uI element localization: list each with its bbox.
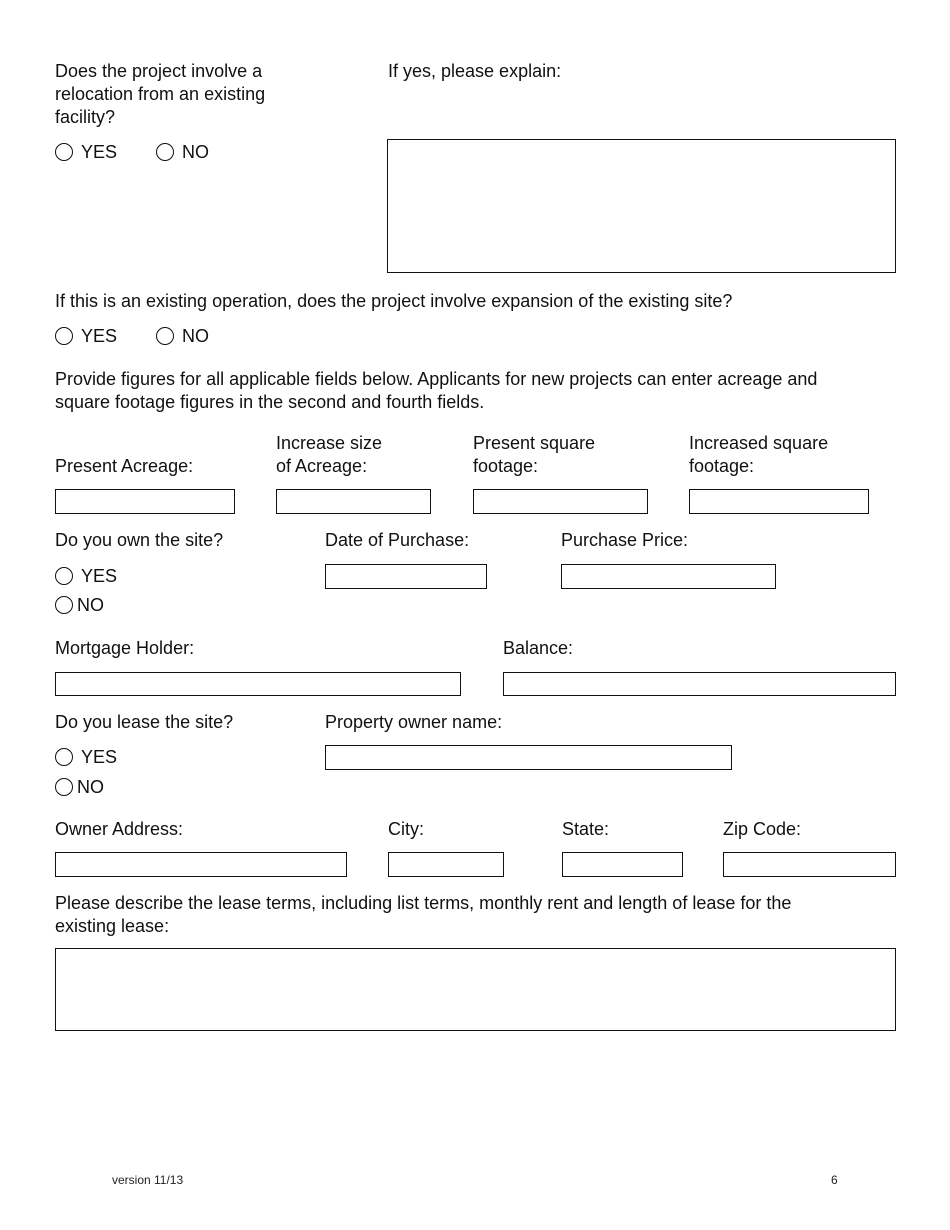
lease-yes-radio[interactable] (55, 748, 73, 766)
balance-input[interactable] (503, 672, 896, 696)
lease-no-option[interactable] (55, 775, 104, 799)
increase-acreage-input[interactable] (276, 489, 431, 514)
zip-code-label: Zip Code: (723, 819, 802, 839)
expansion-yes-option[interactable] (55, 324, 117, 348)
owner-address-label: Owner Address: (55, 819, 184, 839)
purchase-price-input[interactable] (561, 564, 776, 589)
state-label: State: (562, 819, 610, 839)
lease-terms-question: Please describe the lease terms, including list terms, monthly rent and length of lease for the existing lease: (55, 893, 792, 936)
own-yes-option[interactable] (55, 564, 117, 588)
expansion-yes-label: YES (81, 326, 118, 346)
mortgage-holder-input[interactable] (55, 672, 461, 696)
state-input[interactable] (562, 852, 683, 877)
increase-acreage-label: Increase size of Acreage: (276, 433, 383, 476)
relocation-explain-label: If yes, please explain: (388, 61, 562, 81)
property-owner-input[interactable] (325, 745, 732, 770)
own-no-option[interactable] (55, 593, 104, 617)
lease-yes-label: YES (81, 747, 118, 767)
own-site-question: Do you own the site? (55, 530, 224, 550)
own-no-label: NO (77, 595, 104, 615)
expansion-yes-radio[interactable] (55, 327, 73, 345)
lease-no-label: NO (77, 777, 104, 797)
present-acreage-label: Present Acreage: (55, 456, 194, 476)
expansion-no-label: NO (182, 326, 209, 346)
own-yes-label: YES (81, 566, 118, 586)
increased-sqft-input[interactable] (689, 489, 869, 514)
city-input[interactable] (388, 852, 504, 877)
relocation-yes-label: YES (81, 142, 118, 162)
mortgage-holder-label: Mortgage Holder: (55, 638, 195, 658)
instructions-text: Provide figures for all applicable fields below. Applicants for new projects can enter acreage and square footage figures in the second and fourth fields. (55, 369, 818, 412)
purchase-price-label: Purchase Price: (561, 530, 689, 550)
lease-yes-option[interactable] (55, 745, 117, 769)
relocation-no-label: NO (182, 142, 209, 162)
own-yes-radio[interactable] (55, 567, 73, 585)
relocation-yes-option[interactable] (55, 140, 117, 164)
page-number: 6 (831, 1173, 838, 1187)
relocation-no-option[interactable] (156, 140, 209, 164)
own-no-radio[interactable] (55, 596, 73, 614)
relocation-question: Does the project involve a relocation from an existing facility? (55, 61, 266, 127)
relocation-yes-radio[interactable] (55, 143, 73, 161)
date-of-purchase-input[interactable] (325, 564, 487, 589)
city-label: City: (388, 819, 424, 839)
present-sqft-label: Present square footage: (473, 433, 596, 476)
date-of-purchase-label: Date of Purchase: (325, 530, 470, 550)
present-acreage-input[interactable] (55, 489, 235, 514)
lease-no-radio[interactable] (55, 778, 73, 796)
expansion-question: If this is an existing operation, does the project involve expansion of the existing site? (55, 291, 733, 311)
expansion-no-radio[interactable] (156, 327, 174, 345)
relocation-explain-textarea[interactable] (387, 139, 896, 273)
expansion-no-option[interactable] (156, 324, 209, 348)
increased-sqft-label: Increased square footage: (689, 433, 829, 476)
balance-label: Balance: (503, 638, 574, 658)
relocation-no-radio[interactable] (156, 143, 174, 161)
present-sqft-input[interactable] (473, 489, 648, 514)
owner-address-input[interactable] (55, 852, 347, 877)
lease-site-question: Do you lease the site? (55, 712, 234, 732)
zip-code-input[interactable] (723, 852, 896, 877)
version-text: version 11/13 (112, 1173, 184, 1187)
lease-terms-textarea[interactable] (55, 948, 896, 1031)
property-owner-label: Property owner name: (325, 712, 503, 732)
